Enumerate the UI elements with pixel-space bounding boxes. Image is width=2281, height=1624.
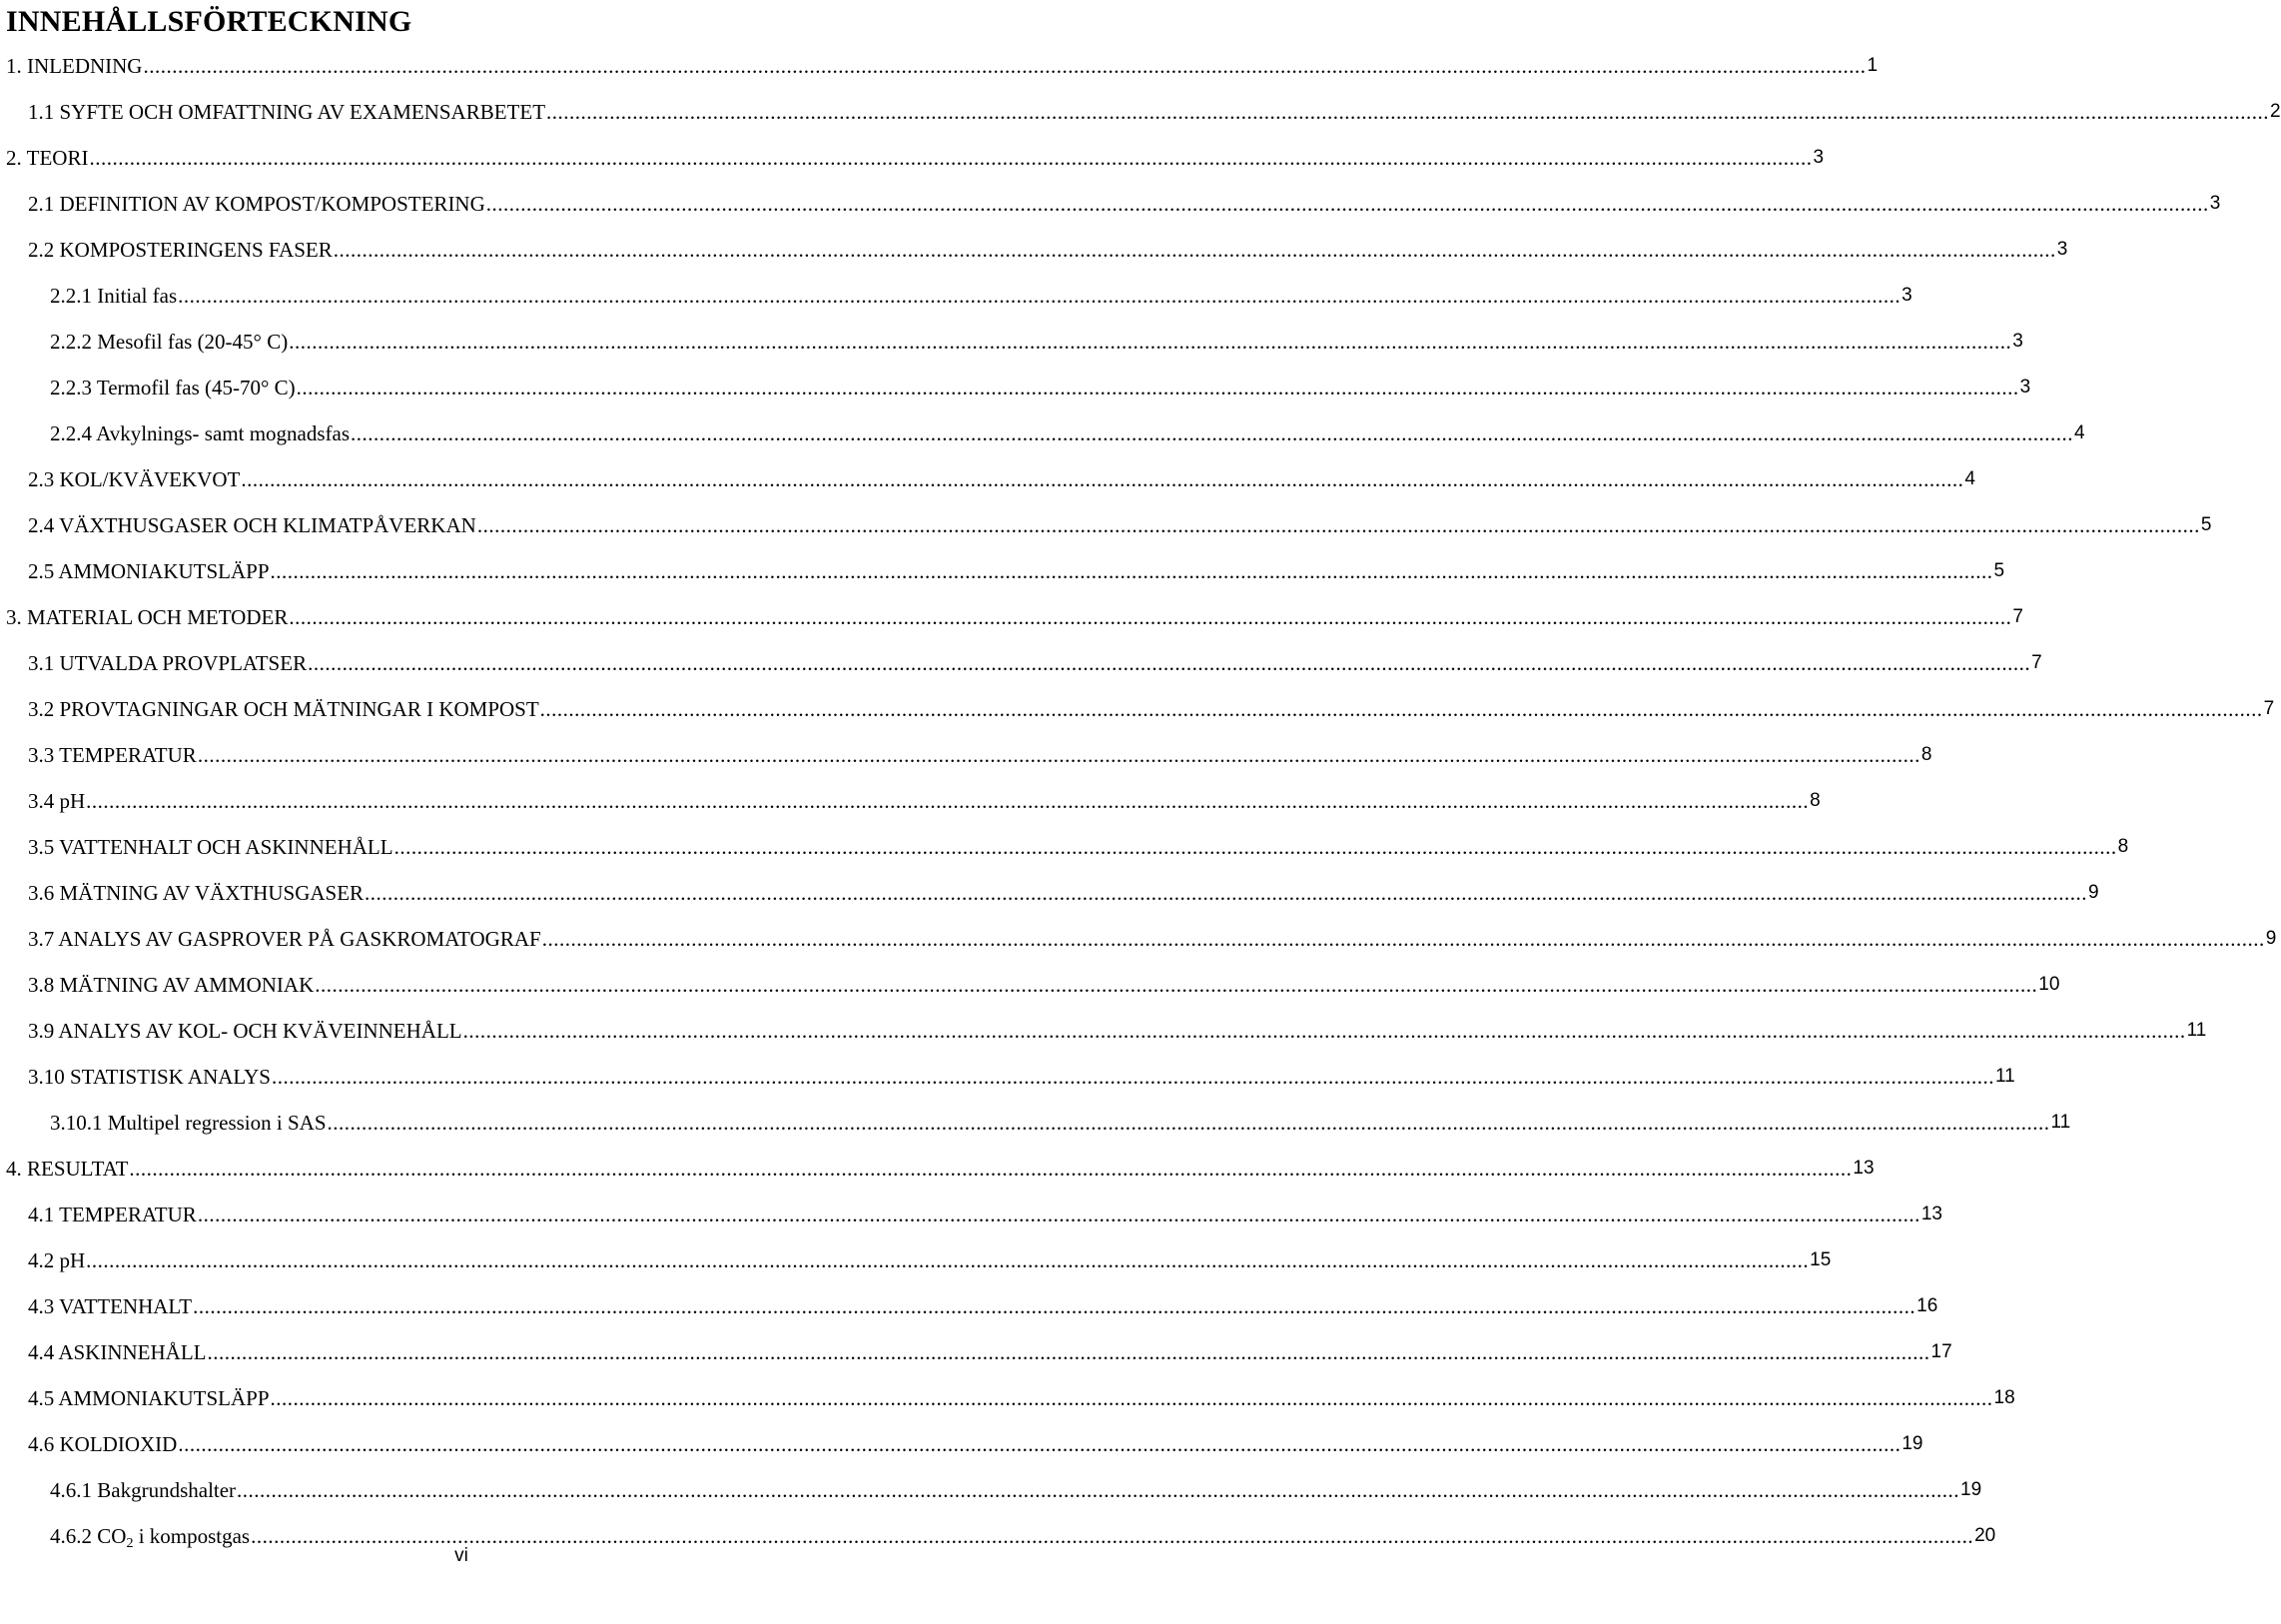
toc-entry-label: 1.1 SYFTE OCH OMFATTNING AV EXAMENSARBETET [28, 99, 546, 124]
toc-entry[interactable] [0, 1192, 1942, 1237]
toc-entry-label: 2.4 VÄXTHUSGASER OCH KLIMATPÅVERKAN [28, 512, 476, 537]
toc-entry-label: 2.2.4 Avkylnings- samt mognadsfas [50, 420, 351, 445]
toc-entry[interactable] [0, 319, 2023, 365]
toc-entry[interactable] [0, 135, 1825, 181]
toc-entry[interactable] [0, 273, 1912, 319]
toc-entry-page: 8 [2117, 836, 2129, 857]
toc-entry-label: 2.2 KOMPOSTERINGENS FASER [28, 237, 333, 262]
toc-dot-leader: ............................................................................................................................................................................................................................................................................................................ [296, 375, 2019, 400]
toc-entry-label: 3.9 ANALYS AV KOL- OCH KVÄVEINNEHÅLL [28, 1018, 462, 1043]
toc-dot-leader: ............................................................................................................................................................................................................................................................................................................ [86, 788, 1810, 813]
table-of-contents [0, 43, 2281, 1559]
toc-dot-leader: ............................................................................................................................................................................................................................................................................................................ [270, 558, 1993, 583]
toc-entry-page: 15 [1810, 1249, 1832, 1270]
toc-entry[interactable] [0, 870, 2099, 916]
toc-entry[interactable] [0, 686, 2275, 732]
toc-dot-leader: ............................................................................................................................................................................................................................................................................................................ [241, 466, 1964, 491]
toc-entry-label: 4.5 AMMONIAKUTSLÄPP [28, 1385, 270, 1410]
toc-entry-page: 11 [2050, 1112, 2071, 1133]
toc-entry[interactable] [0, 824, 2129, 870]
toc-entry-page: 13 [1920, 1204, 1942, 1224]
toc-entry[interactable] [0, 89, 2281, 135]
toc-entry[interactable] [0, 1421, 1923, 1467]
toc-entry-label: 2.2.3 Termofil fas (45-70° C) [50, 375, 296, 400]
toc-dot-leader: ............................................................................................................................................................................................................................................................................................................ [129, 1156, 1853, 1181]
toc-dot-leader: ............................................................................................................................................................................................................................................................................................................ [365, 880, 2088, 905]
toc-entry-page: 7 [2012, 606, 2023, 627]
toc-entry-label-text: i kompostgas [133, 1523, 251, 1548]
toc-entry-page: 3 [1813, 147, 1825, 168]
toc-dot-leader: ............................................................................................................................................................................................................................................................................................................ [289, 329, 2012, 354]
toc-entry[interactable] [0, 548, 2005, 594]
toc-dot-leader: ............................................................................................................................................................................................................................................................................................................ [546, 99, 2270, 124]
toc-dot-leader: ............................................................................................................................................................................................................................................................................................................ [251, 1523, 1974, 1548]
toc-entry-label: 3.8 MÄTNING AV AMMONIAK [28, 972, 315, 997]
toc-entry-page: 11 [1995, 1066, 2015, 1087]
toc-entry-label: 2.2.2 Mesofil fas (20-45° C) [50, 329, 289, 354]
toc-dot-leader: ............................................................................................................................................................................................................................................................................................................ [237, 1477, 1960, 1502]
toc-entry[interactable] [0, 502, 2212, 548]
toc-dot-leader: ............................................................................................................................................................................................................................................................................................................ [197, 742, 1920, 767]
toc-entry-page: 9 [2088, 882, 2099, 903]
toc-dot-leader: ............................................................................................................................................................................................................................................................................................................ [207, 1339, 1930, 1364]
toc-dot-leader: ............................................................................................................................................................................................................................................................................................................ [270, 1385, 1993, 1410]
toc-entry-label: 2.3 KOL/KVÄVEKVOT [28, 466, 241, 491]
toc-entry-label: 1. INLEDNING [6, 53, 143, 78]
toc-dot-leader: ............................................................................................................................................................................................................................................................................................................ [541, 926, 2265, 951]
toc-entry-page: 3 [2012, 331, 2023, 352]
toc-entry-page: 3 [2019, 377, 2031, 398]
toc-dot-leader: ............................................................................................................................................................................................................................................................................................................ [143, 53, 1867, 78]
toc-dot-leader: ............................................................................................................................................................................................................................................................................................................ [178, 283, 1901, 308]
toc-entry-label: 2. TEORI [6, 145, 89, 170]
toc-entry[interactable] [0, 1100, 2071, 1146]
toc-entry-label: 4.3 VATTENHALT [28, 1293, 193, 1318]
toc-entry-label: 2.1 DEFINITION AV KOMPOST/KOMPOSTERING [28, 191, 485, 216]
toc-entry-page: 17 [1930, 1341, 1952, 1362]
page-number: vi [454, 1545, 468, 1566]
toc-entry-page: 4 [2074, 422, 2085, 443]
toc-entry-label: 3.6 MÄTNING AV VÄXTHUSGASER [28, 880, 365, 905]
toc-dot-leader: ............................................................................................................................................................................................................................................................................................................ [327, 1110, 2050, 1135]
toc-entry-label-text: 4.6.2 CO [50, 1523, 127, 1548]
toc-entry-label: 4.2 pH [28, 1247, 86, 1272]
toc-entry-page: 8 [1920, 744, 1932, 765]
toc-entry-label: 4.1 TEMPERATUR [28, 1202, 197, 1226]
toc-dot-leader: ............................................................................................................................................................................................................................................................................................................ [86, 1247, 1810, 1272]
toc-dot-leader: ............................................................................................................................................................................................................................................................................................................ [308, 650, 2031, 675]
toc-entry[interactable] [0, 1467, 1982, 1513]
toc-entry[interactable] [0, 732, 1932, 778]
toc-entry-page: 16 [1916, 1295, 1938, 1316]
toc-entry-page: 20 [1974, 1525, 1996, 1546]
toc-entry-label: 3.3 TEMPERATUR [28, 742, 197, 767]
toc-entry-label: 2.5 AMMONIAKUTSLÄPP [28, 558, 270, 583]
toc-entry-page: 5 [1993, 560, 2005, 581]
toc-dot-leader: ............................................................................................................................................................................................................................................................................................................ [485, 191, 2209, 216]
toc-entry-label: 4. RESULTAT [6, 1156, 129, 1181]
toc-dot-leader: ............................................................................................................................................................................................................................................................................................................ [476, 512, 2200, 537]
toc-dot-leader: ............................................................................................................................................................................................................................................................................................................ [178, 1431, 1901, 1456]
toc-entry-label: 3. MATERIAL OCH METODER [6, 604, 289, 629]
toc-entry[interactable] [0, 365, 2031, 410]
toc-entry[interactable] [0, 1237, 1832, 1283]
toc-entry[interactable] [0, 594, 2023, 640]
toc-entry-page: 8 [1810, 790, 1821, 811]
toc-entry-page: 4 [1964, 468, 1975, 489]
toc-entry[interactable] [0, 1146, 1875, 1192]
toc-entry-label: 3.1 UTVALDA PROVPLATSER [28, 650, 308, 675]
toc-entry[interactable] [0, 1329, 1952, 1375]
toc-entry[interactable] [0, 1008, 2207, 1054]
toc-dot-leader: ............................................................................................................................................................................................................................................................................................................ [539, 696, 2263, 721]
toc-entry-page: 9 [2265, 928, 2277, 949]
toc-dot-leader: ............................................................................................................................................................................................................................................................................................................ [462, 1018, 2186, 1043]
toc-entry-label: 4.4 ASKINNEHÅLL [28, 1339, 207, 1364]
toc-entry-label: 3.2 PROVTAGNINGAR OCH MÄTNINGAR I KOMPOST [28, 696, 539, 721]
toc-entry-label: 2.2.1 Initial fas [50, 283, 178, 308]
toc-entry-page: 3 [2056, 239, 2068, 260]
toc-entry[interactable] [0, 1054, 2015, 1100]
toc-entry-page: 18 [1993, 1387, 2015, 1408]
toc-entry[interactable] [0, 1375, 2015, 1421]
toc-entry[interactable] [0, 1283, 1938, 1329]
toc-entry-label: 3.7 ANALYS AV GASPROVER PÅ GASKROMATOGRAF [28, 926, 541, 951]
toc-entry[interactable] [0, 181, 2221, 227]
toc-entry[interactable] [0, 456, 1975, 502]
toc-entry[interactable] [0, 410, 2085, 456]
toc-dot-leader: ............................................................................................................................................................................................................................................................................................................ [197, 1202, 1920, 1226]
toc-entry[interactable] [0, 640, 2042, 686]
toc-dot-leader: ............................................................................................................................................................................................................................................................................................................ [393, 834, 2117, 859]
toc-heading: INNEHÅLLSFÖRTECKNING [6, 5, 412, 38]
toc-entry-label: 3.4 pH [28, 788, 86, 813]
toc-dot-leader: ............................................................................................................................................................................................................................................................................................................ [333, 237, 2056, 262]
toc-entry-page: 11 [2186, 1020, 2207, 1041]
toc-entry-page: 3 [1901, 285, 1912, 306]
toc-entry-page: 7 [2031, 652, 2042, 673]
toc-entry-page: 19 [1901, 1433, 1923, 1454]
toc-entry-page: 5 [2200, 514, 2212, 535]
toc-entry-label: 3.5 VATTENHALT OCH ASKINNEHÅLL [28, 834, 393, 859]
toc-entry-label: 3.10.1 Multipel regression i SAS [50, 1110, 327, 1135]
toc-entry[interactable] [0, 227, 2068, 273]
toc-entry-page: 19 [1960, 1479, 1982, 1500]
toc-entry-label: 3.10 STATISTISK ANALYS [28, 1064, 271, 1089]
toc-entry[interactable] [0, 916, 2277, 962]
toc-entry-page: 2 [2270, 101, 2281, 122]
toc-entry-page: 3 [2209, 193, 2221, 214]
toc-dot-leader: ............................................................................................................................................................................................................................................................................................................ [351, 420, 2074, 445]
toc-dot-leader: ............................................................................................................................................................................................................................................................................................................ [289, 604, 2012, 629]
toc-entry-label: 4.6.1 Bakgrundshalter [50, 1477, 237, 1502]
toc-entry-page: 1 [1867, 55, 1879, 76]
toc-entry-page: 13 [1853, 1158, 1875, 1179]
toc-dot-leader: ............................................................................................................................................................................................................................................................................................................ [193, 1293, 1916, 1318]
toc-entry[interactable] [0, 778, 1821, 824]
toc-entry[interactable] [0, 43, 1879, 89]
toc-entry-page: 10 [2038, 974, 2060, 995]
toc-dot-leader: ............................................................................................................................................................................................................................................................................................................ [89, 145, 1813, 170]
toc-entry[interactable] [0, 962, 2060, 1008]
toc-entry-page: 7 [2263, 698, 2275, 719]
toc-dot-leader: ............................................................................................................................................................................................................................................................................................................ [315, 972, 2038, 997]
toc-entry-label-subscript: 2 [126, 1535, 134, 1551]
toc-entry-label: 4.6 KOLDIOXID [28, 1431, 178, 1456]
toc-dot-leader: ............................................................................................................................................................................................................................................................................................................ [272, 1064, 1994, 1089]
